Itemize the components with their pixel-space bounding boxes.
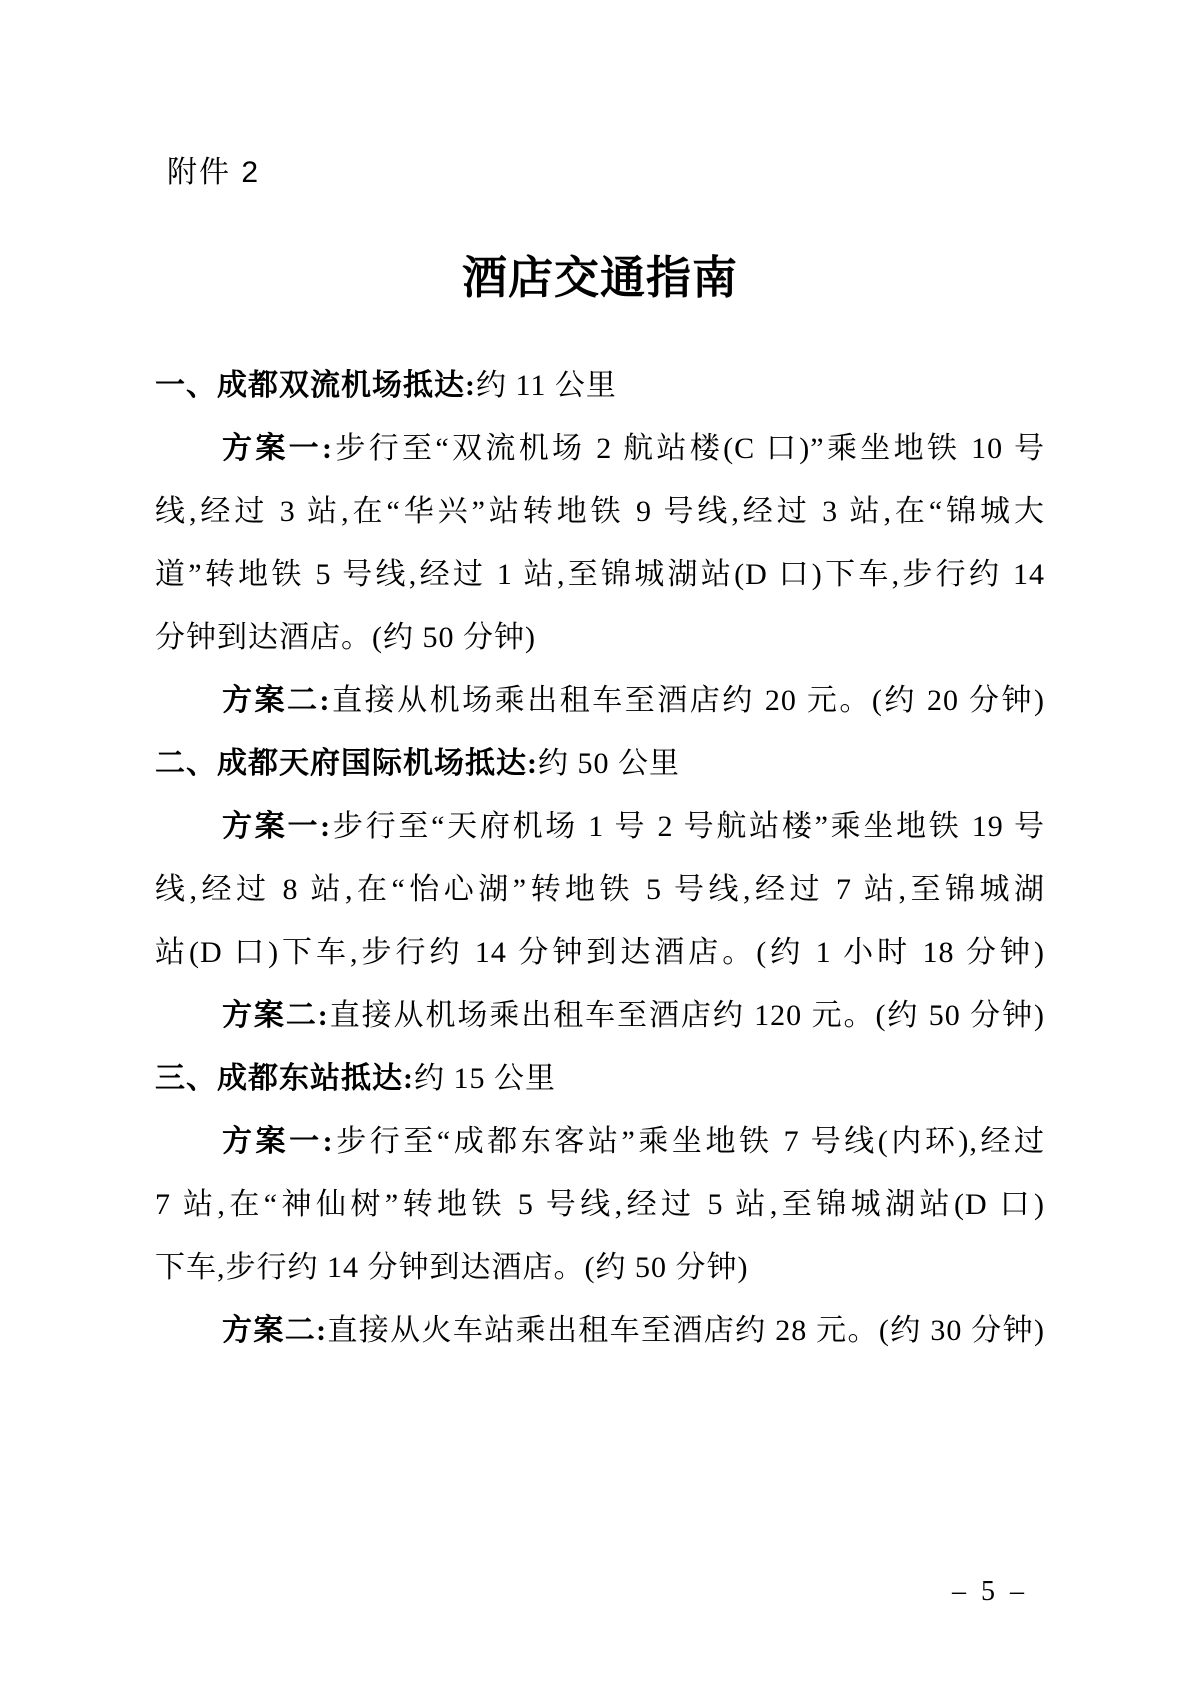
attachment-label: 附件 2 [167, 156, 261, 189]
bold-text-segment: 三、成都东站抵达: [155, 1062, 414, 1095]
text-segment: 直接从机场乘出租车至酒店约 20 元。(约 20 分钟) [330, 684, 1046, 717]
text-segment: 下车,步行约 14 分钟到达酒店。(约 50 分钟) [155, 1251, 749, 1284]
text-segment: 步行至“成都东客站”乘坐地铁 7 号线(内环),经过 [333, 1125, 1045, 1158]
bold-text-segment: 方案一: [222, 432, 334, 465]
page-number: – 5 – [952, 1576, 1028, 1607]
text-segment: 约 11 公里 [476, 369, 617, 402]
text-segment: 直接从机场乘出租车至酒店约 120 元。(约 50 分钟) [328, 999, 1045, 1032]
section-1-plan-1-line-4 [155, 606, 1045, 669]
section-1-heading [155, 354, 1045, 417]
text-segment: 7 站,在“神仙树”转地铁 5 号线,经过 5 站,至锦城湖站(D 口) [155, 1188, 1045, 1221]
text-segment: 直接从火车站乘出租车至酒店约 28 元。(约 30 分钟) [327, 1314, 1046, 1347]
section-3-plan-1-line-3 [155, 1236, 1045, 1299]
text-segment: 步行至“天府机场 1 号 2 号航站楼”乘坐地铁 19 号 [331, 810, 1045, 843]
text-segment: 线,经过 3 站,在“华兴”站转地铁 9 号线,经过 3 站,在“锦城大 [155, 495, 1045, 528]
section-3-plan-1-line-1 [155, 1110, 1045, 1173]
bold-text-segment: 方案一: [222, 810, 332, 843]
text-segment: 步行至“双流机场 2 航站楼(C 口)”乘坐地铁 10 号 [333, 432, 1045, 465]
text-segment: 分钟到达酒店。(约 50 分钟) [155, 621, 536, 654]
bold-text-segment: 方案二: [222, 684, 331, 717]
text-segment: 约 15 公里 [414, 1062, 556, 1095]
bold-text-segment: 方案二: [222, 1314, 328, 1347]
section-1-plan-2 [155, 669, 1045, 732]
text-segment: 线,经过 8 站,在“怡心湖”转地铁 5 号线,经过 7 站,至锦城湖 [155, 873, 1045, 906]
section-3-plan-2 [155, 1299, 1045, 1362]
section-2-plan-1-line-3 [155, 921, 1045, 984]
section-1-plan-1-line-3 [155, 543, 1045, 606]
section-1-plan-1-line-1 [155, 417, 1045, 480]
bold-text-segment: 一、成都双流机场抵达: [155, 369, 476, 402]
section-3-plan-1-line-2 [155, 1173, 1045, 1236]
text-segment: 道”转地铁 5 号线,经过 1 站,至锦城湖站(D 口)下车,步行约 14 [155, 558, 1045, 591]
section-2-plan-2 [155, 984, 1045, 1047]
section-2-heading [155, 732, 1045, 795]
section-3-heading [155, 1047, 1045, 1110]
bold-text-segment: 方案二: [222, 999, 329, 1032]
bold-text-segment: 方案一: [222, 1125, 334, 1158]
section-1-plan-1-line-2 [155, 480, 1045, 543]
section-2-plan-1-line-1 [155, 795, 1045, 858]
document-title: 酒店交通指南 [461, 253, 738, 303]
text-segment: 站(D 口)下车,步行约 14 分钟到达酒店。(约 1 小时 18 分钟) [155, 936, 1045, 969]
text-segment: 约 50 公里 [538, 747, 680, 780]
section-2-plan-1-line-2 [155, 858, 1045, 921]
document-body [155, 354, 1045, 1362]
bold-text-segment: 二、成都天府国际机场抵达: [155, 747, 538, 780]
